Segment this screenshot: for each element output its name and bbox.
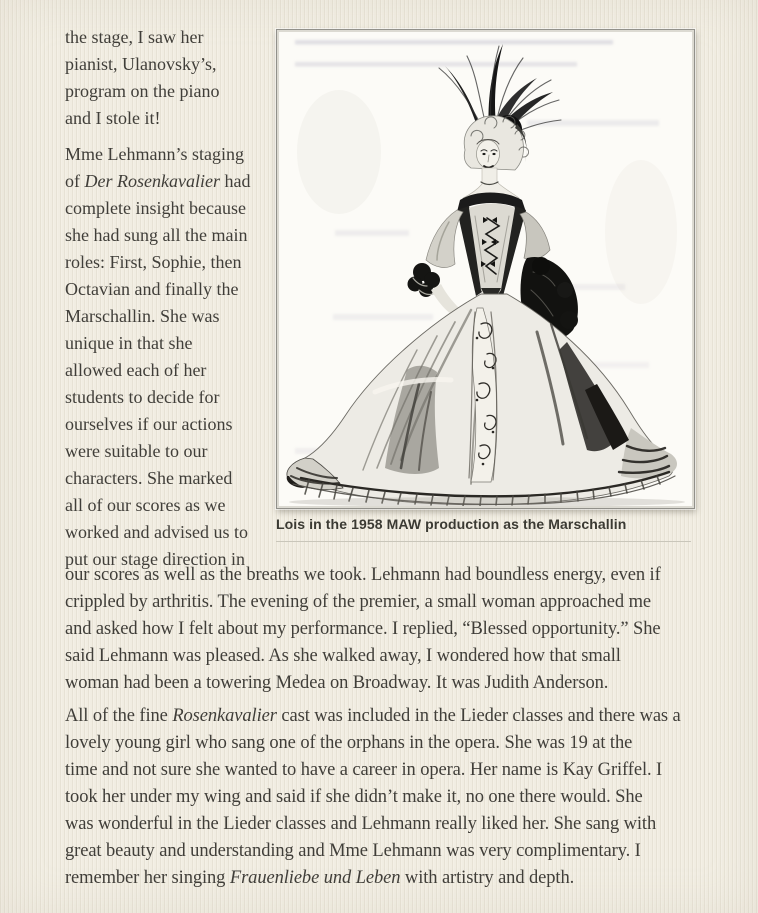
text-line: was wonderful in the Lieder classes and Lehmann really liked her. She sang with <box>65 814 657 834</box>
text-line: pianist, Ulanovsky’s, <box>65 54 217 74</box>
text-line: roles: First, Sophie, then <box>65 252 242 272</box>
marschallin-costume-photo <box>279 32 692 506</box>
text-line: of Der Rosenkavalier had <box>65 171 251 191</box>
text-line: the stage, I saw her <box>65 27 204 47</box>
left-text-column <box>65 27 271 576</box>
main-text <box>65 565 750 895</box>
text-line: characters. She marked <box>65 468 233 488</box>
text-line: and asked how I felt about my performance. I replied, “Blessed opportunity.” She <box>65 619 661 639</box>
text-line: she had sung all the main <box>65 225 248 245</box>
text-line: ourselves if our actions <box>65 414 233 434</box>
text-line: took her under my wing and said if she didn’t make it, no one there would. She <box>65 787 643 807</box>
paragraph <box>65 144 271 576</box>
text-line: remember her singing Frauenliebe und Leben with artistry and depth. <box>65 868 575 888</box>
text-line: lovely young girl who sang one of the orphans in the opera. She was 19 at the <box>65 733 633 753</box>
text-line: worked and advised us to <box>65 522 248 542</box>
text-line: and I stole it! <box>65 108 161 128</box>
text-line: great beauty and understanding and Mme Lehmann was very complimentary. I <box>65 841 641 861</box>
text-line: crippled by arthritis. The evening of the premier, a small woman approached me <box>65 592 651 612</box>
caption-divider-rule <box>276 541 691 542</box>
photo-frame <box>276 29 695 509</box>
text-line: program on the piano <box>65 81 220 101</box>
text-line: Octavian and finally the <box>65 279 239 299</box>
text-line: put our stage direction in <box>65 549 245 569</box>
text-line: allowed each of her <box>65 360 207 380</box>
text-line: were suitable to our <box>65 441 208 461</box>
text-line: time and not sure she wanted to have a career in opera. Her name is Kay Griffel. I <box>65 760 663 780</box>
text-line: woman had been a towering Medea on Broadway. It was Judith Anderson. <box>65 673 609 693</box>
text-line: Mme Lehmann’s staging <box>65 144 244 164</box>
paragraph <box>65 565 750 700</box>
text-line: students to decide for <box>65 387 220 407</box>
text-line: complete insight because <box>65 198 246 218</box>
paragraph <box>65 27 271 135</box>
text-line: Marschallin. She was <box>65 306 220 326</box>
paragraph <box>65 706 750 895</box>
photo-caption: Lois in the 1958 MAW production as the Marschallin <box>276 516 627 532</box>
text-line: said Lehmann was pleased. As she walked away, I wondered how that small <box>65 646 621 666</box>
text-line: All of the fine Rosenkavalier cast was included in the Lieder classes and there was a <box>65 706 681 726</box>
text-line: our scores as well as the breaths we took. Lehmann had boundless energy, even if <box>65 565 661 585</box>
marschallin-photo-figure <box>276 29 695 542</box>
text-line: all of our scores as we <box>65 495 226 515</box>
text-line: unique in that she <box>65 333 193 353</box>
